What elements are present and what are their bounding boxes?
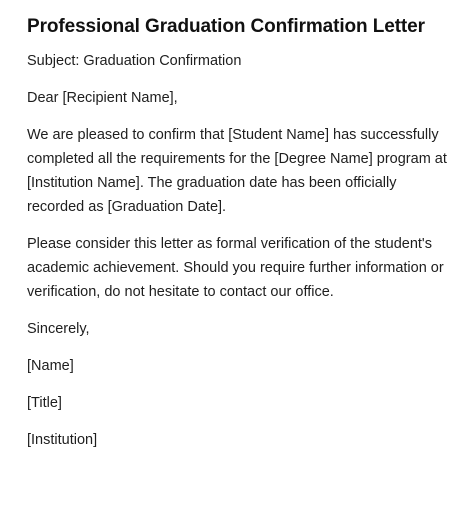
letter-closing: Sincerely, [27, 321, 90, 337]
signature-institution: [Institution] [27, 432, 98, 448]
letter-subject: Subject: Graduation Confirmation [27, 53, 242, 69]
letter-document [27, 14, 452, 452]
signature-name: [Name] [27, 358, 74, 374]
letter-title: Professional Graduation Confirmation Letter [27, 16, 425, 37]
letter-body-paragraph-1: We are pleased to confirm that [Student Name] has successfully completed all the requirements for the [Degree Name] program at [Institution Name]. The graduation date has been officially recorded as [Graduation Date]. [27, 127, 447, 215]
letter-greeting: Dear [Recipient Name], [27, 90, 178, 106]
signature-title: [Title] [27, 395, 62, 411]
letter-body-paragraph-2: Please consider this letter as formal verification of the student's academic achievement. Should you require further information or verification, do not hesitate to contact our office. [27, 236, 444, 300]
